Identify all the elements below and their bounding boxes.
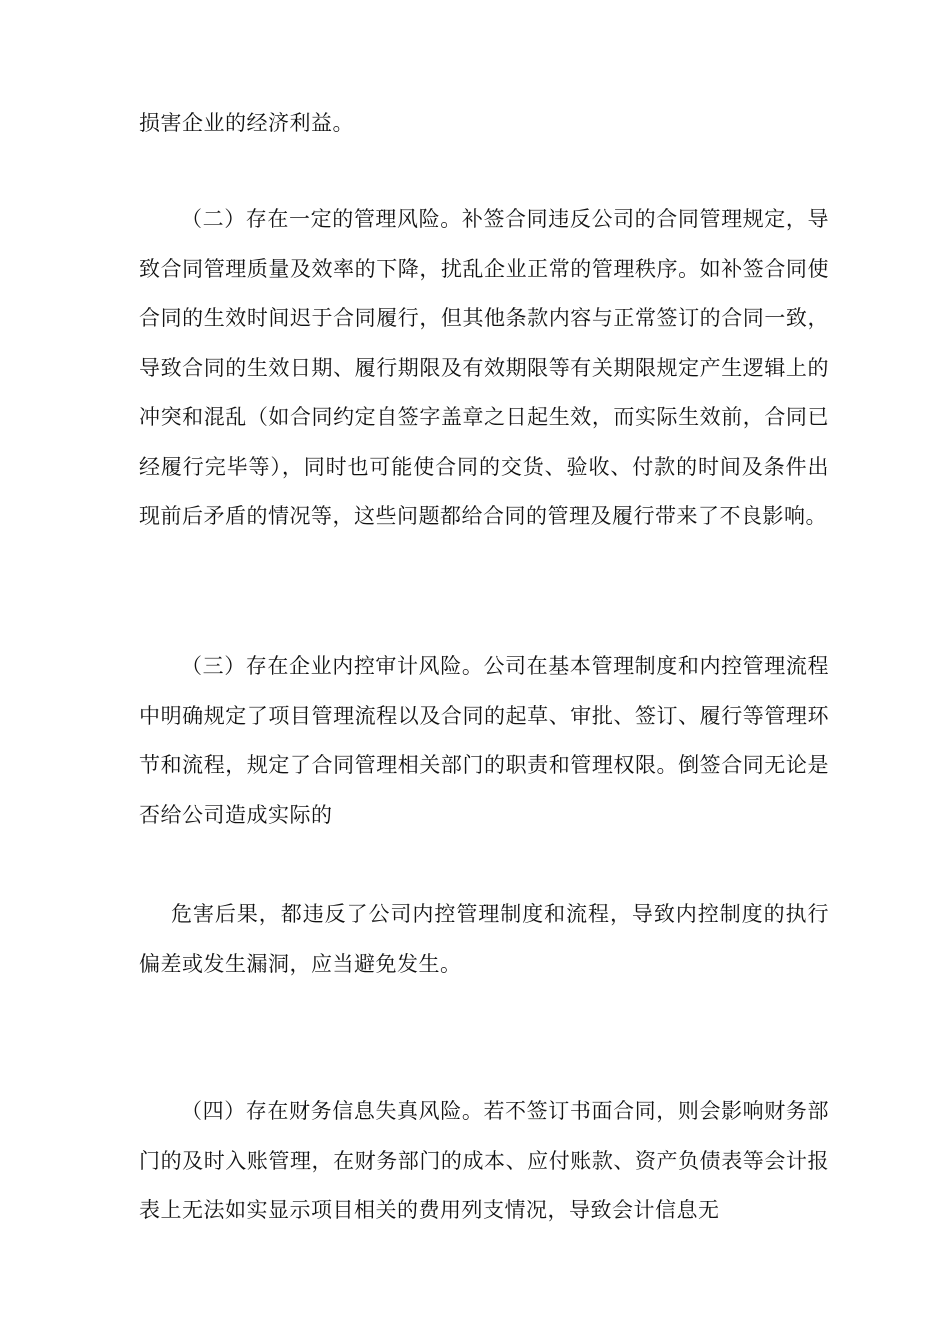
paragraph-3: （三）存在企业内控审计风险。公司在基本管理制度和内控管理流程中明确规定了项目管理流程以及合同的起草、审批、签订、履行等管理环节和流程，规定了合同管理相关部门的职责和管理权限。倒签合同无论是否给公司造成实际的 xyxy=(139,654,829,827)
paragraph-2: （二）存在一定的管理风险。补签合同违反公司的合同管理规定，导致合同管理质量及效率的下降，扰乱企业正常的管理秩序。如补签合同使合同的生效时间迟于合同履行，但其他条款内容与正常签订的合同一致，导致合同的生效日期、履行期限及有效期限等有关期限规定产生逻辑上的冲突和混乱（如合同约定自签字盖章之日起生效，而实际生效前，合同已经履行完毕等），同时也可能使合同的交货、验收、付款的时间及条件出现前后矛盾的情况等，这些问题都给合同的管理及履行带来了不良影响。 xyxy=(139,207,829,528)
paragraph-5: （四）存在财务信息失真风险。若不签订书面合同，则会影响财务部门的及时入账管理，在财务部门的成本、应付账款、资产负债表等会计报表上无法如实显示项目相关的费用列支情况，导致会计信息无 xyxy=(139,1099,829,1222)
paragraph-4: 危害后果，都违反了公司内控管理制度和流程，导致内控制度的执行偏差或发生漏洞，应当避免发生。 xyxy=(139,902,829,976)
paragraph-1: 损害企业的经济利益。 xyxy=(139,111,354,135)
